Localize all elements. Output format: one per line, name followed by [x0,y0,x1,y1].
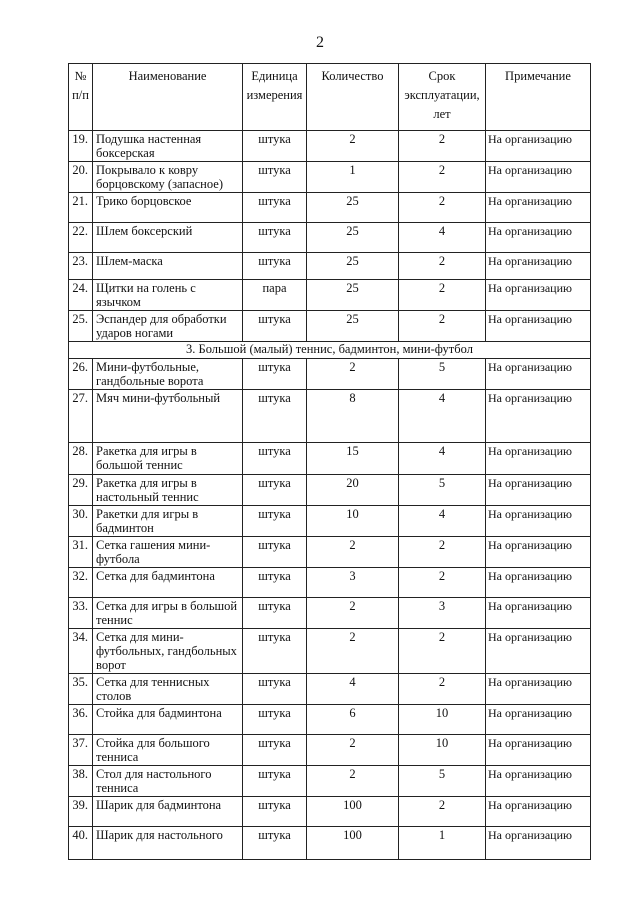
row-num: 38. [69,766,93,797]
header-unit: Единица измерения [243,64,307,131]
row-num: 22. [69,223,93,253]
row-name: Стол для настольного тенниса [93,766,243,797]
row-qty: 1 [307,162,399,193]
row-note: На организацию [486,131,591,162]
row-qty: 25 [307,280,399,311]
row-qty: 2 [307,629,399,674]
row-life: 2 [399,797,486,827]
table-row [69,475,591,506]
header-life: Срок эксплуатации, лет [399,64,486,131]
row-name: Покрывало к ковру борцовскому (запасное) [93,162,243,193]
row-unit: штука [243,827,307,860]
row-name: Мини-футбольные, гандбольные ворота [93,359,243,390]
row-note: На организацию [486,568,591,598]
row-life: 5 [399,475,486,506]
table-row [69,537,591,568]
table-row [69,223,591,253]
row-note: На организацию [486,162,591,193]
table-row [69,359,591,390]
table-row [69,705,591,735]
row-qty: 2 [307,735,399,766]
row-name: Ракетка для игры в большой теннис [93,443,243,475]
row-name: Шлем боксерский [93,223,243,253]
row-qty: 2 [307,766,399,797]
row-note: На организацию [486,735,591,766]
row-unit: штука [243,131,307,162]
row-note: На организацию [486,311,591,342]
header-qty: Количество [307,64,399,131]
table-row [69,629,591,674]
row-num: 35. [69,674,93,705]
row-note: На организацию [486,359,591,390]
row-life: 2 [399,674,486,705]
row-unit: штука [243,162,307,193]
row-note: На организацию [486,598,591,629]
row-unit: штука [243,359,307,390]
row-unit: штука [243,705,307,735]
table-row [69,443,591,475]
row-qty: 25 [307,253,399,280]
row-num: 19. [69,131,93,162]
row-note: На организацию [486,797,591,827]
row-unit: штука [243,223,307,253]
row-note: На организацию [486,674,591,705]
row-qty: 6 [307,705,399,735]
row-qty: 100 [307,827,399,860]
row-note: На организацию [486,223,591,253]
row-qty: 3 [307,568,399,598]
row-unit: пара [243,280,307,311]
row-qty: 100 [307,797,399,827]
row-num: 24. [69,280,93,311]
table-row [69,797,591,827]
row-unit: штука [243,598,307,629]
header-name: Наименование [93,64,243,131]
row-unit: штука [243,629,307,674]
row-note: На организацию [486,827,591,860]
row-note: На организацию [486,766,591,797]
row-note: На организацию [486,705,591,735]
row-life: 2 [399,568,486,598]
row-num: 32. [69,568,93,598]
table-row [69,162,591,193]
row-unit: штука [243,253,307,280]
table-row [69,131,591,162]
table-row [69,311,591,342]
row-unit: штука [243,537,307,568]
row-note: На организацию [486,390,591,443]
table-body-part-1 [69,131,591,342]
row-name: Сетка для мини-футбольных, гандбольных ворот [93,629,243,674]
row-num: 26. [69,359,93,390]
row-num: 40. [69,827,93,860]
row-num: 33. [69,598,93,629]
row-name: Ракетка для игры в настольный теннис [93,475,243,506]
row-unit: штука [243,390,307,443]
row-name: Щитки на голень с язычком [93,280,243,311]
table-row [69,598,591,629]
row-unit: штука [243,797,307,827]
row-note: На организацию [486,280,591,311]
row-name: Сетка гашения мини-футбола [93,537,243,568]
table-row [69,827,591,860]
row-unit: штука [243,506,307,537]
row-name: Трико борцовское [93,193,243,223]
table-row [69,193,591,223]
row-unit: штука [243,443,307,475]
row-qty: 10 [307,506,399,537]
row-unit: штука [243,674,307,705]
table-row [69,568,591,598]
row-num: 25. [69,311,93,342]
row-life: 2 [399,280,486,311]
row-name: Стойка для большого тенниса [93,735,243,766]
row-life: 4 [399,506,486,537]
row-life: 10 [399,705,486,735]
row-note: На организацию [486,506,591,537]
row-unit: штука [243,568,307,598]
table-body-part-2 [69,359,591,860]
equipment-table [68,63,591,860]
row-num: 29. [69,475,93,506]
table-row [69,735,591,766]
row-qty: 2 [307,359,399,390]
row-life: 2 [399,162,486,193]
section-body [69,342,591,359]
row-note: На организацию [486,443,591,475]
section-title: 3. Большой (малый) теннис, бадминтон, мини-футбол [69,342,591,359]
header-note: Примечание [486,64,591,131]
row-qty: 8 [307,390,399,443]
row-num: 30. [69,506,93,537]
row-name: Шлем-маска [93,253,243,280]
row-name: Сетка для теннисных столов [93,674,243,705]
row-num: 36. [69,705,93,735]
row-note: На организацию [486,629,591,674]
row-qty: 25 [307,311,399,342]
row-qty: 2 [307,537,399,568]
row-qty: 4 [307,674,399,705]
row-unit: штука [243,311,307,342]
row-num: 31. [69,537,93,568]
table-row [69,253,591,280]
row-note: На организацию [486,537,591,568]
row-life: 4 [399,443,486,475]
row-qty: 15 [307,443,399,475]
row-life: 1 [399,827,486,860]
row-name: Стойка для бадминтона [93,705,243,735]
header-num: № п/п [69,64,93,131]
row-name: Шарик для бадминтона [93,797,243,827]
row-qty: 20 [307,475,399,506]
row-life: 2 [399,193,486,223]
table-row [69,506,591,537]
row-num: 28. [69,443,93,475]
row-name: Сетка для бадминтона [93,568,243,598]
row-qty: 25 [307,193,399,223]
row-num: 21. [69,193,93,223]
row-life: 4 [399,390,486,443]
row-unit: штука [243,193,307,223]
row-num: 37. [69,735,93,766]
row-num: 20. [69,162,93,193]
row-num: 34. [69,629,93,674]
row-unit: штука [243,735,307,766]
section-row [69,342,591,359]
row-life: 2 [399,253,486,280]
header-row [69,64,591,131]
row-life: 5 [399,359,486,390]
row-life: 2 [399,629,486,674]
row-life: 2 [399,537,486,568]
row-name: Ракетки для игры в бадминтон [93,506,243,537]
row-qty: 2 [307,131,399,162]
row-name: Сетка для игры в большой теннис [93,598,243,629]
row-note: На организацию [486,253,591,280]
row-num: 27. [69,390,93,443]
table-row [69,280,591,311]
table-row [69,766,591,797]
row-life: 5 [399,766,486,797]
row-name: Эспандер для обработки ударов ногами [93,311,243,342]
page-number: 2 [316,34,324,51]
row-note: На организацию [486,193,591,223]
row-name: Подушка настенная боксерская [93,131,243,162]
row-qty: 25 [307,223,399,253]
row-life: 2 [399,131,486,162]
row-life: 3 [399,598,486,629]
row-life: 2 [399,311,486,342]
row-num: 23. [69,253,93,280]
row-note: На организацию [486,475,591,506]
row-unit: штука [243,475,307,506]
table-row [69,390,591,443]
row-name: Шарик для настольного [93,827,243,860]
row-name: Мяч мини-футбольный [93,390,243,443]
row-life: 10 [399,735,486,766]
row-num: 39. [69,797,93,827]
row-life: 4 [399,223,486,253]
table-row [69,674,591,705]
row-qty: 2 [307,598,399,629]
row-unit: штука [243,766,307,797]
